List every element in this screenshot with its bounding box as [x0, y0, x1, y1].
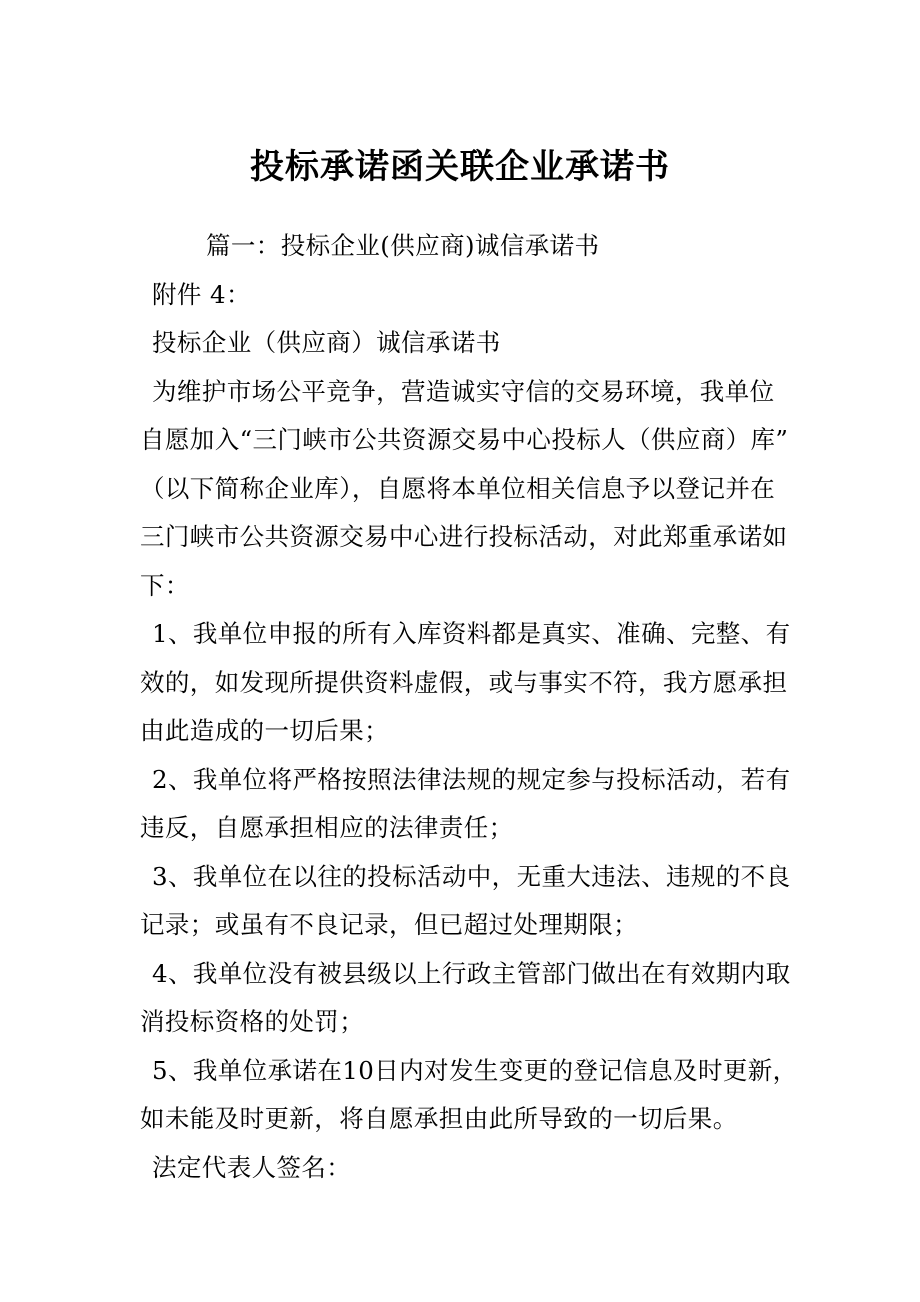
commitment-item-cont: 违反，自愿承担相应的法律责任； [140, 813, 514, 842]
paragraph-line: （以下简称企业库），自愿将本单位相关信息予以登记并在 [140, 473, 776, 503]
commitment-item: 1、我单位申报的所有入库资料都是真实、准确、完整、有 [152, 619, 791, 648]
commitment-item-cont: 记录；或虽有不良记录，但已超过处理期限； [140, 910, 638, 939]
signature-label: 法定代表人签名： [152, 1152, 352, 1182]
paragraph-line: 下： [140, 570, 190, 600]
commitment-item-cont: 效的，如发现所提供资料虚假，或与事实不符，我方愿承担 [140, 667, 788, 697]
commitment-item: 5、我单位承诺在10日内对发生变更的登记信息及时更新， [152, 1055, 798, 1085]
paragraph-line: 三门峡市公共资源交易中心进行投标活动，对此郑重承诺如 [140, 522, 788, 551]
document-body [140, 222, 798, 1192]
paragraph-line: 为维护市场公平竞争，营造诚实守信的交易环境，我单位 [152, 376, 775, 406]
commitment-item-cont: 消投标资格的处罚； [140, 1007, 365, 1036]
attachment-label: 附件 4： [152, 279, 251, 309]
section-heading: 篇一：投标企业(供应商)诚信承诺书 [206, 231, 600, 260]
commitment-item: 4、我单位没有被县级以上行政主管部门做出在有效期内取 [152, 958, 791, 988]
paragraph-line: 自愿加入“三门峡市公共资源交易中心投标人（供应商）库” [140, 425, 789, 454]
subtitle: 投标企业（供应商）诚信承诺书 [152, 328, 501, 357]
commitment-item-cont: 如未能及时更新，将自愿承担由此所导致的一切后果。 [140, 1104, 738, 1133]
commitment-item: 3、我单位在以往的投标活动中，无重大违法、违规的不良 [152, 861, 791, 891]
document-title: 投标承诺函关联企业承诺书 [250, 147, 670, 187]
commitment-item-cont: 由此造成的一切后果； [140, 716, 389, 745]
commitment-item: 2、我单位将严格按照法律法规的规定参与投标活动，若有 [152, 764, 791, 794]
